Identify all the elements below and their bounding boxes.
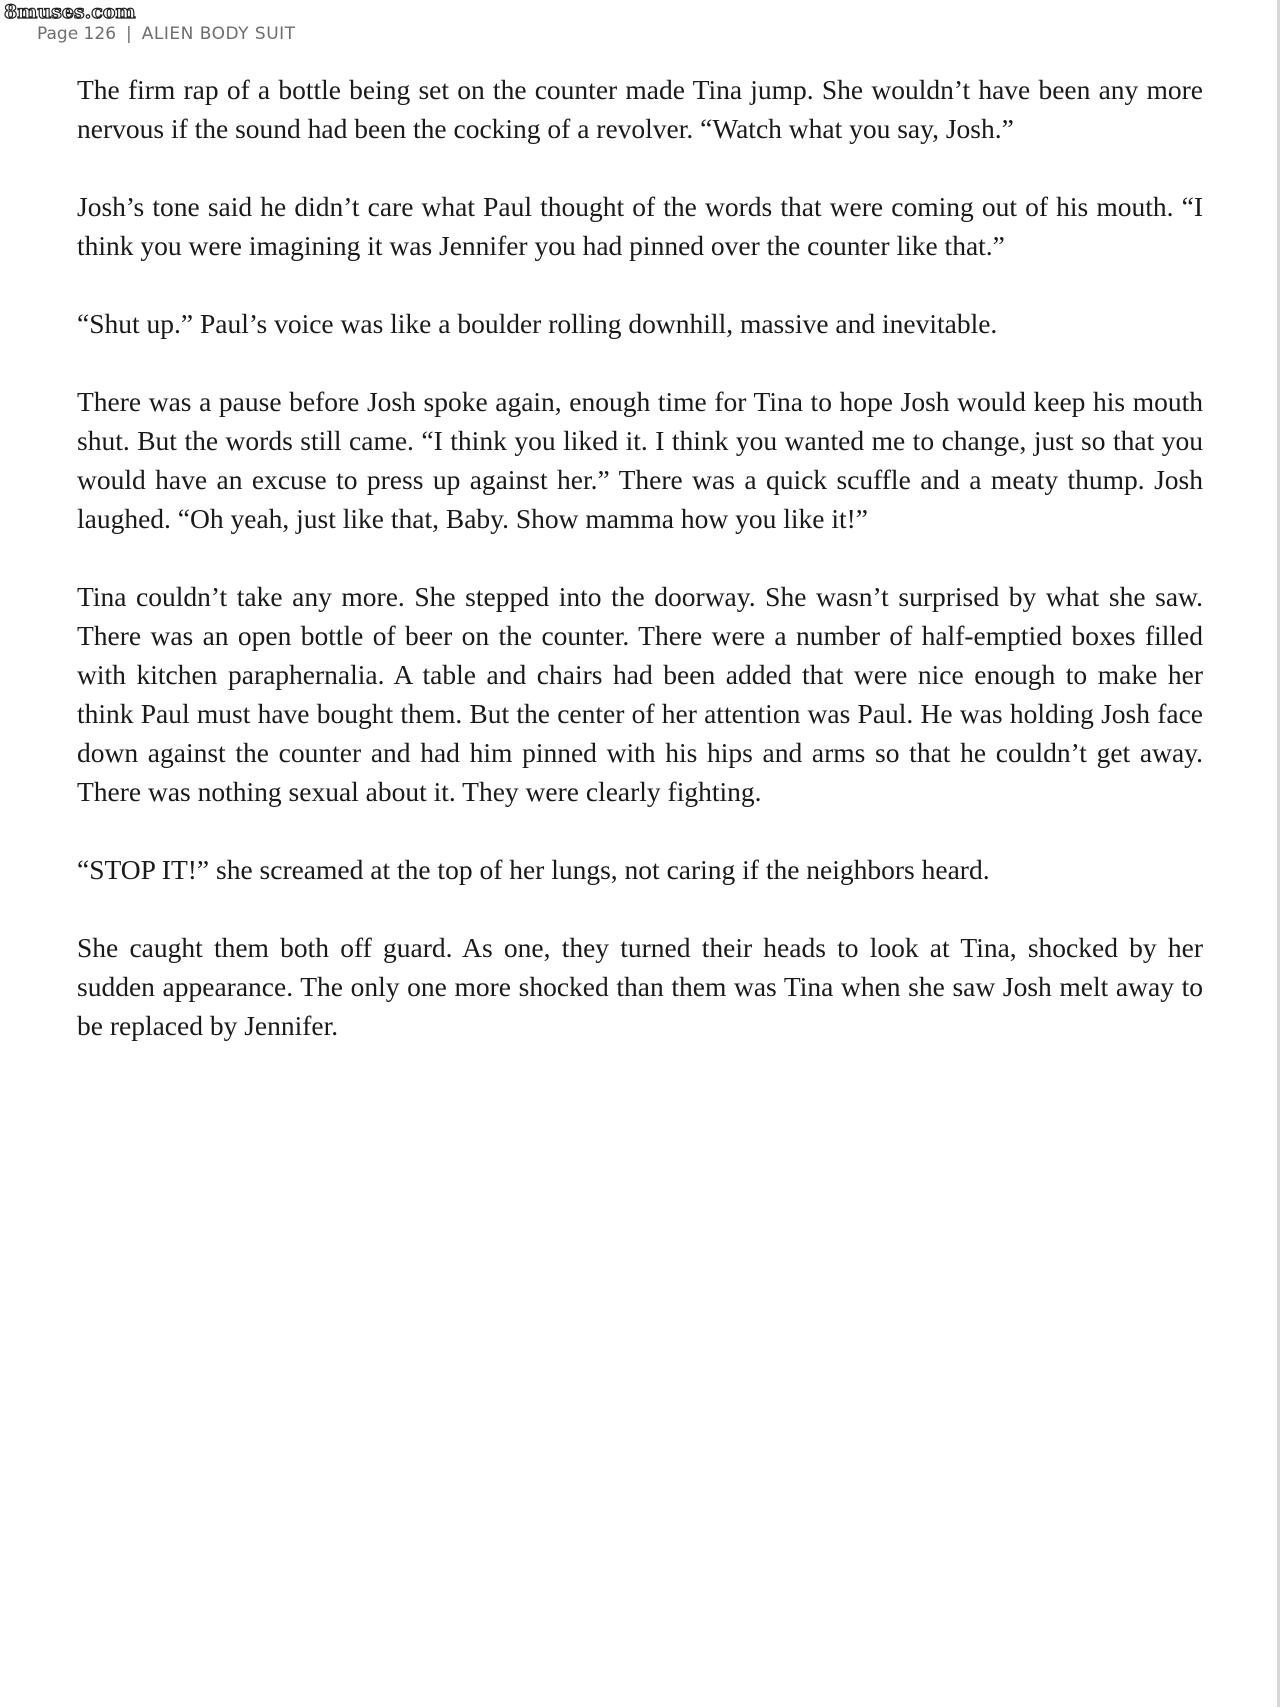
- paragraph: Tina couldn’t take any more. She stepped into the doorway. She wasn’t surprised by what she saw. There was an open bottle of beer on the counter. There were a number of half-emptied boxes filled with kitchen paraphernalia. A table and chairs had been added that were nice enough to make her think Paul must have bought them. But the center of her attention was Paul. He was holding Josh face down against the counter and had him pinned with his hips and arms so that he couldn’t get away. There was nothing sexual about it. They were clearly fighting.: [77, 581, 1203, 807]
- site-watermark: 8muses.com: [4, 1, 136, 23]
- body-text: [77, 70, 1203, 1084]
- running-header: [37, 22, 296, 46]
- header-separator: |: [126, 24, 132, 44]
- paragraph: The firm rap of a bottle being set on the counter made Tina jump. She wouldn’t have been any more nervous if the sound had been the cocking of a revolver. “Watch what you say, Josh.”: [77, 74, 1203, 144]
- paragraph: “STOP IT!” she screamed at the top of her lungs, not caring if the neighbors heard.: [77, 854, 990, 885]
- page-number-label: Page 126: [37, 24, 117, 44]
- paragraph: There was a pause before Josh spoke again, enough time for Tina to hope Josh would keep his mouth shut. But the words still came. “I think you liked it. I think you wanted me to change, just so that you would have an excuse to press up against her.” There was a quick scuffle and a meaty thump. Josh laughed. “Oh yeah, just like that, Baby. Show mamma how you like it!”: [77, 386, 1203, 534]
- paragraph: “Shut up.” Paul’s voice was like a boulder rolling downhill, massive and inevitable.: [77, 308, 998, 339]
- paragraph: She caught them both off guard. As one, they turned their heads to look at Tina, shocked by her sudden appearance. The only one more shocked than them was Tina when she saw Josh melt away to be replaced by Jennifer.: [77, 932, 1203, 1041]
- book-title: ALIEN BODY SUIT: [141, 24, 296, 44]
- paragraph: Josh’s tone said he didn’t care what Paul thought of the words that were coming out of his mouth. “I think you were imagining it was Jennifer you had pinned over the counter like that.”: [77, 191, 1203, 261]
